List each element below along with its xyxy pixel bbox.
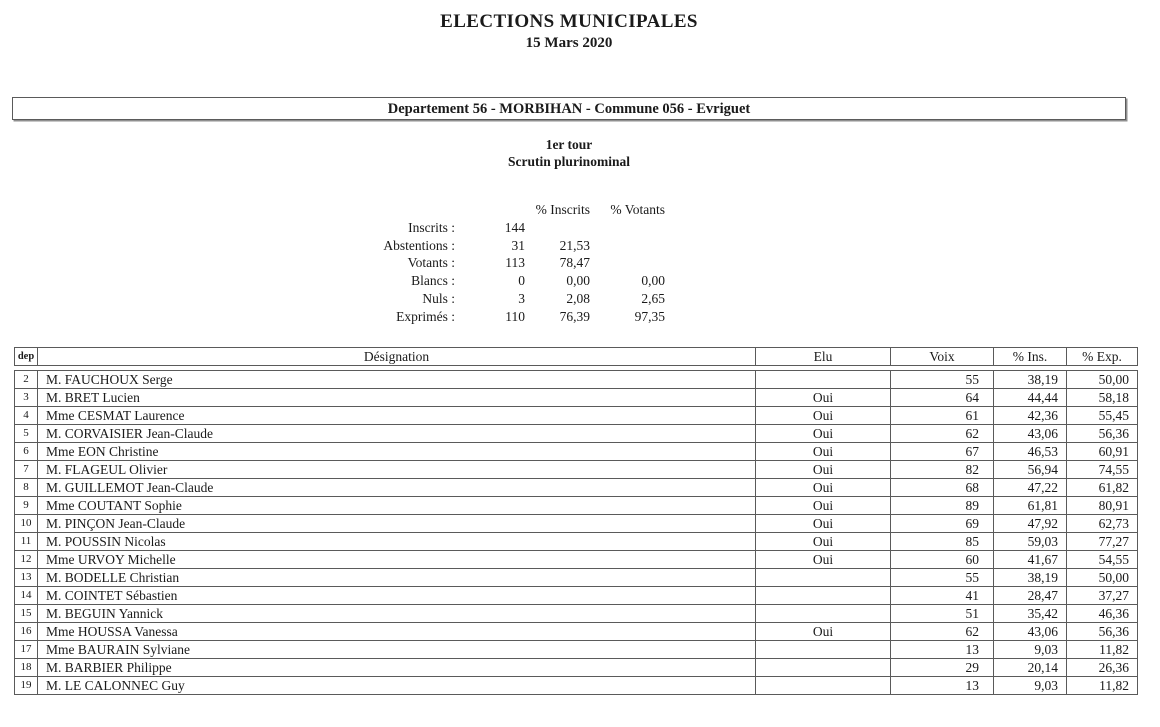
- cell-dep: 4: [15, 407, 38, 425]
- stats-label: Votants :: [407, 255, 455, 271]
- cell-elu: [756, 587, 891, 605]
- cell-pct-exp: 46,36: [1067, 605, 1138, 623]
- cell-pct-exp: 50,00: [1067, 569, 1138, 587]
- cell-dep: 2: [15, 371, 38, 389]
- stats-spacer: [275, 201, 455, 219]
- results-section: [14, 347, 1137, 695]
- cell-pct-ins: 28,47: [994, 587, 1067, 605]
- round-block: [0, 137, 1138, 170]
- table-row: [15, 497, 1138, 515]
- cell-pct-ins: 35,42: [994, 605, 1067, 623]
- stats-pct-votants: [590, 254, 665, 272]
- header-pct-ins: % Ins.: [994, 348, 1067, 366]
- cell-elu: Oui: [756, 515, 891, 533]
- results-table-body: [14, 370, 1138, 695]
- stats-pct-inscrits: 0,00: [566, 273, 590, 289]
- cell-pct-exp: 56,36: [1067, 623, 1138, 641]
- cell-pct-exp: 56,36: [1067, 425, 1138, 443]
- table-row: [15, 659, 1138, 677]
- cell-pct-exp: 55,45: [1067, 407, 1138, 425]
- stats-label: Blancs :: [411, 273, 455, 289]
- cell-dep: 9: [15, 497, 38, 515]
- cell-dep: 14: [15, 587, 38, 605]
- stats-pct-votants: 2,65: [641, 290, 665, 306]
- cell-dep: 13: [15, 569, 38, 587]
- cell-voix: 41: [891, 587, 994, 605]
- scrutin-type: Scrutin plurinominal: [508, 153, 630, 169]
- table-row: [15, 641, 1138, 659]
- cell-designation: Mme URVOY Michelle: [38, 551, 756, 569]
- cell-voix: 67: [891, 443, 994, 461]
- cell-voix: 69: [891, 515, 994, 533]
- stats-value: 113: [505, 255, 525, 271]
- cell-dep: 12: [15, 551, 38, 569]
- stats-pct-inscrits: 21,53: [559, 237, 590, 253]
- stats-pct-inscrits: 78,47: [559, 255, 590, 271]
- cell-pct-exp: 74,55: [1067, 461, 1138, 479]
- cell-designation: M. BARBIER Philippe: [38, 659, 756, 677]
- stats-label: Exprimés :: [396, 308, 455, 324]
- cell-designation: M. PINÇON Jean-Claude: [38, 515, 756, 533]
- cell-designation: M. FLAGEUL Olivier: [38, 461, 756, 479]
- cell-dep: 6: [15, 443, 38, 461]
- cell-voix: 64: [891, 389, 994, 407]
- cell-pct-ins: 46,53: [994, 443, 1067, 461]
- stats-pct-inscrits: 76,39: [559, 308, 590, 324]
- cell-designation: Mme BAURAIN Sylviane: [38, 641, 756, 659]
- cell-dep: 17: [15, 641, 38, 659]
- cell-elu: Oui: [756, 461, 891, 479]
- stats-pct-votants: [590, 237, 665, 255]
- cell-pct-exp: 77,27: [1067, 533, 1138, 551]
- cell-pct-ins: 47,92: [994, 515, 1067, 533]
- cell-elu: Oui: [756, 623, 891, 641]
- cell-voix: 29: [891, 659, 994, 677]
- cell-elu: [756, 569, 891, 587]
- cell-designation: Mme EON Christine: [38, 443, 756, 461]
- cell-elu: Oui: [756, 407, 891, 425]
- cell-voix: 89: [891, 497, 994, 515]
- cell-elu: [756, 605, 891, 623]
- cell-dep: 3: [15, 389, 38, 407]
- cell-elu: Oui: [756, 425, 891, 443]
- header-elu: Elu: [756, 348, 891, 366]
- cell-dep: 19: [15, 677, 38, 695]
- cell-pct-exp: 11,82: [1067, 641, 1138, 659]
- table-row: [15, 461, 1138, 479]
- stats-value: 144: [504, 219, 525, 235]
- stats-pct-inscrits: [525, 219, 590, 237]
- cell-pct-ins: 41,67: [994, 551, 1067, 569]
- table-row: [15, 605, 1138, 623]
- cell-pct-ins: 38,19: [994, 569, 1067, 587]
- cell-voix: 85: [891, 533, 994, 551]
- results-table-header: [14, 347, 1138, 366]
- stats-label: Nuls :: [422, 290, 455, 306]
- cell-pct-ins: 20,14: [994, 659, 1067, 677]
- cell-designation: M. BEGUIN Yannick: [38, 605, 756, 623]
- cell-voix: 51: [891, 605, 994, 623]
- cell-pct-exp: 11,82: [1067, 677, 1138, 695]
- cell-voix: 62: [891, 425, 994, 443]
- table-row: [15, 371, 1138, 389]
- cell-voix: 82: [891, 461, 994, 479]
- title-block: [0, 11, 1138, 53]
- cell-pct-exp: 80,91: [1067, 497, 1138, 515]
- cell-voix: 68: [891, 479, 994, 497]
- round-title: 1er tour: [545, 137, 593, 152]
- cell-pct-exp: 60,91: [1067, 443, 1138, 461]
- commune-header-text: Departement 56 - MORBIHAN - Commune 056 - Evriguet: [387, 101, 751, 117]
- stats-col-header-inscrits: % Inscrits: [535, 202, 590, 217]
- table-row: [15, 425, 1138, 443]
- cell-voix: 60: [891, 551, 994, 569]
- header-designation: Désignation: [38, 348, 756, 366]
- table-row: [15, 443, 1138, 461]
- header-dep: dep: [15, 348, 38, 366]
- stats-pct-votants: [590, 219, 665, 237]
- cell-pct-exp: 61,82: [1067, 479, 1138, 497]
- cell-pct-ins: 38,19: [994, 371, 1067, 389]
- stats-label: Abstentions :: [383, 237, 455, 253]
- stats-value: 0: [518, 273, 525, 289]
- stats-pct-votants: 0,00: [641, 273, 665, 289]
- election-date: 15 Mars 2020: [525, 35, 613, 51]
- stats-spacer: [455, 201, 525, 219]
- cell-elu: Oui: [756, 551, 891, 569]
- table-row: [15, 533, 1138, 551]
- stats-col-header-votants: % Votants: [610, 202, 665, 217]
- cell-elu: Oui: [756, 533, 891, 551]
- cell-pct-ins: 9,03: [994, 677, 1067, 695]
- cell-pct-ins: 47,22: [994, 479, 1067, 497]
- cell-designation: M. CORVAISIER Jean-Claude: [38, 425, 756, 443]
- table-row: [15, 623, 1138, 641]
- cell-designation: M. BRET Lucien: [38, 389, 756, 407]
- stats-value: 31: [511, 237, 525, 253]
- stats-pct-votants: 97,35: [634, 308, 665, 324]
- cell-pct-exp: 54,55: [1067, 551, 1138, 569]
- cell-voix: 62: [891, 623, 994, 641]
- cell-designation: M. FAUCHOUX Serge: [38, 371, 756, 389]
- table-row: [15, 389, 1138, 407]
- cell-voix: 61: [891, 407, 994, 425]
- cell-designation: M. COINTET Sébastien: [38, 587, 756, 605]
- cell-elu: [756, 641, 891, 659]
- cell-voix: 13: [891, 641, 994, 659]
- page-title: ELECTIONS MUNICIPALES: [440, 11, 698, 32]
- cell-pct-exp: 26,36: [1067, 659, 1138, 677]
- table-row: [15, 407, 1138, 425]
- cell-elu: [756, 371, 891, 389]
- stats-value: 3: [518, 290, 525, 306]
- cell-dep: 18: [15, 659, 38, 677]
- header-pct-exp: % Exp.: [1067, 348, 1138, 366]
- cell-designation: Mme CESMAT Laurence: [38, 407, 756, 425]
- cell-designation: M. BODELLE Christian: [38, 569, 756, 587]
- cell-dep: 16: [15, 623, 38, 641]
- table-row: [15, 587, 1138, 605]
- table-row: [15, 551, 1138, 569]
- cell-pct-ins: 9,03: [994, 641, 1067, 659]
- cell-voix: 55: [891, 569, 994, 587]
- cell-elu: Oui: [756, 479, 891, 497]
- cell-elu: Oui: [756, 497, 891, 515]
- cell-pct-ins: 43,06: [994, 623, 1067, 641]
- cell-dep: 7: [15, 461, 38, 479]
- cell-dep: 11: [15, 533, 38, 551]
- participation-stats: [275, 201, 665, 326]
- cell-elu: [756, 677, 891, 695]
- cell-dep: 8: [15, 479, 38, 497]
- cell-pct-exp: 50,00: [1067, 371, 1138, 389]
- cell-designation: M. LE CALONNEC Guy: [38, 677, 756, 695]
- stats-value: 110: [505, 308, 525, 324]
- table-row: [15, 569, 1138, 587]
- cell-pct-exp: 37,27: [1067, 587, 1138, 605]
- commune-header-box: [12, 97, 1126, 120]
- cell-designation: M. GUILLEMOT Jean-Claude: [38, 479, 756, 497]
- table-row: [15, 515, 1138, 533]
- cell-pct-ins: 44,44: [994, 389, 1067, 407]
- cell-elu: Oui: [756, 389, 891, 407]
- table-row: [15, 677, 1138, 695]
- cell-pct-ins: 56,94: [994, 461, 1067, 479]
- cell-designation: Mme COUTANT Sophie: [38, 497, 756, 515]
- cell-voix: 55: [891, 371, 994, 389]
- cell-dep: 5: [15, 425, 38, 443]
- cell-designation: Mme HOUSSA Vanessa: [38, 623, 756, 641]
- table-header-row: [15, 348, 1138, 366]
- cell-pct-ins: 61,81: [994, 497, 1067, 515]
- stats-label: Inscrits :: [408, 219, 455, 235]
- cell-pct-exp: 62,73: [1067, 515, 1138, 533]
- cell-dep: 15: [15, 605, 38, 623]
- cell-pct-exp: 58,18: [1067, 389, 1138, 407]
- cell-pct-ins: 59,03: [994, 533, 1067, 551]
- cell-elu: Oui: [756, 443, 891, 461]
- cell-designation: M. POUSSIN Nicolas: [38, 533, 756, 551]
- header-voix: Voix: [891, 348, 994, 366]
- cell-pct-ins: 42,36: [994, 407, 1067, 425]
- table-row: [15, 479, 1138, 497]
- cell-voix: 13: [891, 677, 994, 695]
- cell-dep: 10: [15, 515, 38, 533]
- cell-pct-ins: 43,06: [994, 425, 1067, 443]
- stats-pct-inscrits: 2,08: [566, 290, 590, 306]
- cell-elu: [756, 659, 891, 677]
